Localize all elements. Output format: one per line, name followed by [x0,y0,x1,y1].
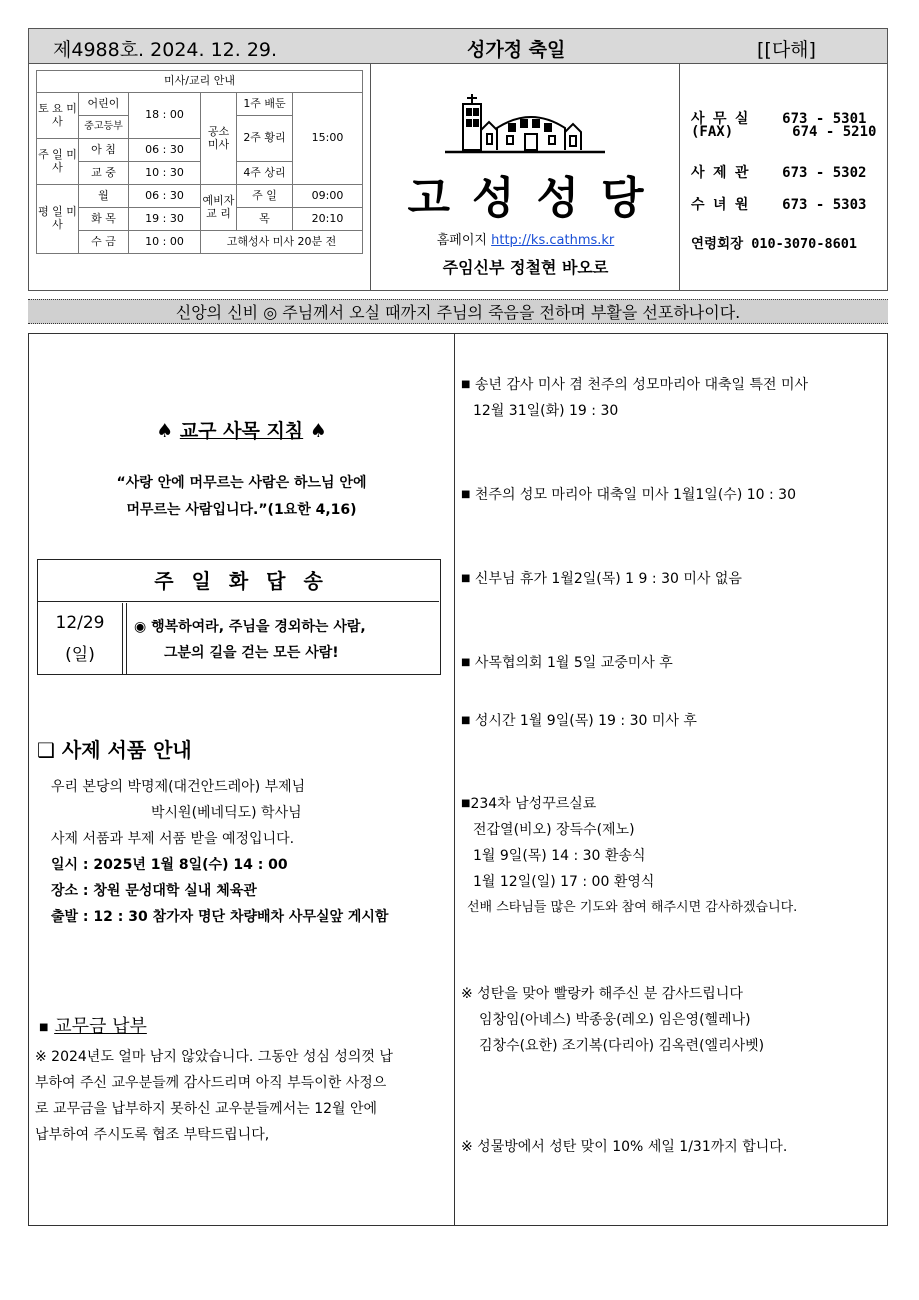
psalm-date-value: 12/29 [55,613,105,633]
sunday-morning-time: 06 : 30 [129,139,201,162]
psalm-line: ◉ 행복하여라, 주님을 경외하는 사람, [134,619,366,635]
bullet-icon: ■ [461,798,471,809]
bullet-icon: ■ [461,379,471,390]
notice-text: 1월 9일(목) 14 : 30 환송식 [473,848,646,864]
notice-text: 12월 31일(화) 19 : 30 [473,403,619,419]
ordination-body [51,774,451,930]
bullet-icon: ■ [461,489,471,500]
church-dues-title-text: 교무금 납부 [54,1016,147,1037]
catechumen-thursday-time: 20:10 [293,208,363,231]
pastoral-guide-title [29,416,454,443]
weekday-tue: 화 목 [79,208,129,231]
main-content [28,333,888,1226]
notice-holy-hour [461,708,886,734]
mission-time: 15:00 [293,93,363,185]
mission-week1: 1주 배둔 [237,93,293,116]
psalm-double-rule [126,603,127,674]
weekday-wed-time: 10 : 00 [129,231,201,254]
bullet-icon: ■ [461,657,471,668]
notice-pastoral-council [461,650,886,676]
church-building-icon [445,94,605,156]
ordination-line: 사제 서품과 부제 서품 받을 예정입니다. [51,831,295,847]
rectory-phone: 사 제 관 673 - 5302 [691,165,867,181]
catechumen-sunday-time: 09:00 [293,185,363,208]
notice-text: 사목협의회 1월 5일 교중미사 후 [474,655,673,671]
bullet-icon: ■ [39,1022,49,1033]
feast-title: 성가정 축일 [467,39,566,61]
confession-note: 고해성사 미사 20분 전 [201,231,363,254]
quote-line: 머무르는 사람입니다.”(1요한 4,16) [126,502,357,518]
weekday-tue-time: 19 : 30 [129,208,201,231]
ordination-title: ❑ 사제 서품 안내 [37,738,192,762]
saturday-time: 18 : 00 [129,93,201,139]
dues-line: 납부하여 주시도록 협조 부탁드립니다, [35,1127,270,1143]
spade-icon: ♠ [309,420,327,442]
church-section [370,64,680,290]
dues-line: ※ 2024년도 얼마 남지 않았습니다. 그동안 성심 성의껏 납 [35,1049,393,1065]
liturgical-year-tag: [[다해] [757,39,816,61]
saturday-youth: 중고등부 [79,116,129,139]
pastor-name: 주임신부 정철현 바오로 [442,258,609,277]
spade-icon: ♠ [156,420,174,442]
homepage [371,229,680,248]
mass-schedule-table [36,70,363,254]
ordination-line: 박시원(베네딕도) 학사님 [151,805,302,821]
mission-week2: 2주 황리 [237,116,293,162]
saturday-mass-label: 토 요 미 사 [37,93,79,139]
psalm-text [134,614,434,666]
notice-gift-shop-sale: ※ 성물방에서 성탄 맞이 10% 세일 1/31까지 합니다. [461,1139,788,1155]
notice-text: 1월 12일(일) 17 : 00 환영식 [473,874,655,890]
contact-section [681,64,888,290]
issue-number: 제4988호. 2024. 12. 29. [53,39,278,61]
quote-line: “사랑 안에 머무르는 사람은 하느님 안에 [116,475,367,491]
ordination-departure: 출발 : 12 : 30 참가자 명단 차량배차 사무실앞 게시함 [51,909,389,925]
pastoral-guide-title-text: 교구 사목 지침 [179,420,304,442]
sunday-morning: 아 침 [79,139,129,162]
catechumen-thursday: 목 [237,208,293,231]
header [28,64,888,291]
notice-text: 임창임(아녜스) 박종웅(레오) 임은영(헬레나) [479,1012,751,1028]
association-phone: 연령회장 010-3070-8601 [691,236,857,252]
ordination-place: 장소 : 창원 문성대학 실내 체육관 [51,883,257,899]
schedule-section [29,64,369,290]
notice-text: 234차 남성꾸르실료 [470,796,597,812]
ordination-date: 일시 : 2025년 1월 8일(수) 14 : 00 [51,857,288,873]
weekday-mass-label: 평 일 미 사 [37,185,79,254]
notice-text: 송년 감사 미사 겸 천주의 성모마리아 대축일 특전 미사 [474,377,809,393]
fax-number: (FAX) 674 - 5210 [691,124,877,140]
mission-week4: 4주 상리 [237,162,293,185]
notice-cursillo [461,791,886,921]
psalm-line: 그분의 길을 걷는 모든 사람! [164,645,339,661]
sunday-mass-label: 주 일 미 사 [37,139,79,185]
homepage-label: 홈페이지 [436,233,487,248]
sunday-main: 교 중 [79,162,129,185]
column-divider [454,334,455,1226]
notice-text: ※ 성탄을 맞아 빨랑카 해주신 분 감사드립니다 [461,986,743,1002]
sunday-main-time: 10 : 30 [129,162,201,185]
notice-text: 전갑열(비오) 장득수(제노) [473,822,635,838]
catechumen-sunday: 주 일 [237,185,293,208]
convent-phone: 수 녀 원 673 - 5303 [691,197,867,213]
office-phone: 사 무 실 673 - 5301 [691,111,867,127]
ordination-line: 우리 본당의 박명제(대건안드레아) 부제님 [51,779,306,795]
schedule-title: 미사/교리 안내 [37,71,363,93]
bullet-icon: ■ [461,573,471,584]
responsorial-psalm-box [37,559,441,675]
homepage-link[interactable]: http://ks.cathms.kr [491,233,615,248]
notice-year-end-mass [461,372,886,424]
notice-mary-mass [461,482,886,508]
weekday-mon: 월 [79,185,129,208]
notice-text: 신부님 휴가 1월2일(목) 1 9 : 30 미사 없음 [474,571,742,587]
weekday-mon-time: 06 : 30 [129,185,201,208]
bullet-icon: ■ [461,715,471,726]
church-dues-body [35,1044,447,1148]
dues-line: 부하여 주신 교우분들께 감사드리며 아직 부득이한 사정으 [35,1075,387,1091]
dues-line: 로 교무금을 납부하지 못하신 교우분들께서는 12월 안에 [35,1101,378,1117]
catechumen-label: 예비자 교 리 [201,185,237,231]
psalm-heading: 주일화답송 [38,560,439,602]
notice-priest-vacation [461,566,886,592]
top-bar [28,28,888,64]
church-dues-title [39,1012,147,1038]
saturday-children: 어린이 [79,93,129,116]
church-name: 고성성당 [407,173,666,224]
notice-text: 선배 스타님들 많은 기도와 참여 해주시면 감사하겠습니다. [467,900,798,915]
psalm-day: (일) [65,645,95,665]
notice-text: 성시간 1월 9일(목) 19 : 30 미사 후 [474,713,697,729]
notice-text: 천주의 성모 마리아 대축일 미사 1월1일(수) 10 : 30 [474,487,796,503]
notice-text: 김창수(요한) 조기복(다리아) 김옥련(엘리사벳) [479,1038,765,1054]
pastoral-guide-quote [29,470,454,524]
notice-christmas-thanks [461,981,886,1059]
psalm-date [38,603,123,674]
weekday-wed: 수 금 [79,231,129,254]
mystery-of-faith-bar: 신앙의 신비 ◎ 주님께서 오실 때까지 주님의 죽음을 전하며 부활을 선포하나이다. [28,299,888,324]
mission-mass-label: 공소 미사 [201,93,237,185]
